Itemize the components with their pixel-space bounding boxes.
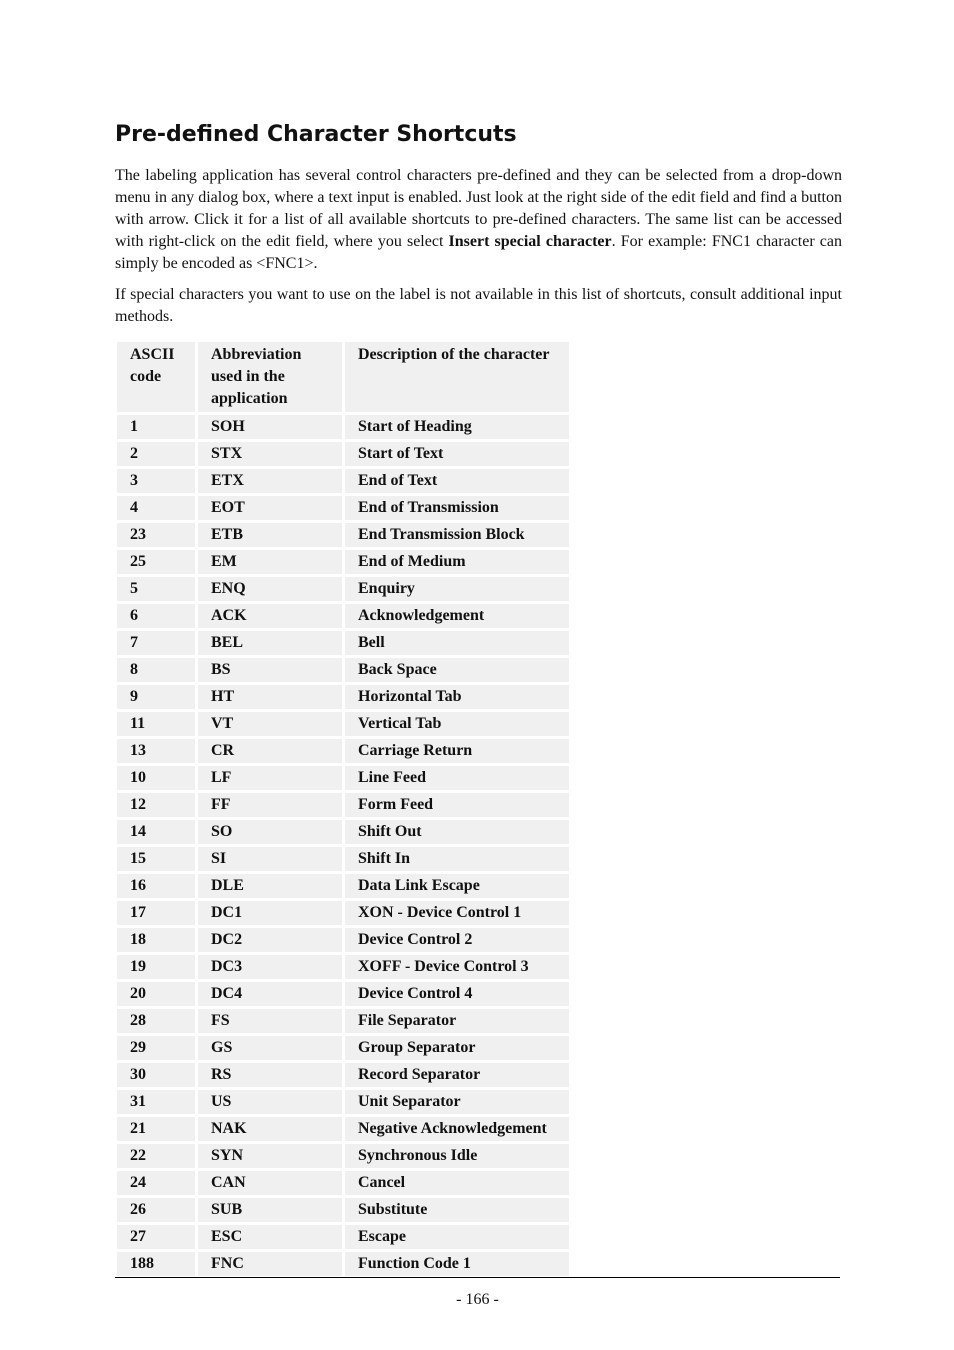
cell-abbreviation: ESC [198,1225,342,1249]
cell-ascii-code: 18 [117,928,195,952]
table-row [117,550,569,574]
cell-ascii-code: 21 [117,1117,195,1141]
cell-ascii-code: 25 [117,550,195,574]
cell-ascii-code: 20 [117,982,195,1006]
cell-ascii-code: 3 [117,469,195,493]
table-row [117,631,569,655]
cell-description: Shift Out [345,820,569,844]
cell-abbreviation: SI [198,847,342,871]
cell-abbreviation: US [198,1090,342,1114]
cell-abbreviation: SO [198,820,342,844]
cell-description: XON - Device Control 1 [345,901,569,925]
cell-abbreviation: DC4 [198,982,342,1006]
cell-description: End of Medium [345,550,569,574]
cell-abbreviation: DC2 [198,928,342,952]
cell-ascii-code: 9 [117,685,195,709]
cell-description: Horizontal Tab [345,685,569,709]
cell-abbreviation: EOT [198,496,342,520]
cell-abbreviation: ETB [198,523,342,547]
cell-abbreviation: LF [198,766,342,790]
table-row [117,604,569,628]
table-row [117,1252,569,1276]
cell-ascii-code: 14 [117,820,195,844]
cell-ascii-code: 6 [117,604,195,628]
cell-abbreviation: HT [198,685,342,709]
cell-ascii-code: 30 [117,1063,195,1087]
cell-ascii-code: 2 [117,442,195,466]
cell-ascii-code: 31 [117,1090,195,1114]
cell-description: End of Text [345,469,569,493]
cell-description: XOFF - Device Control 3 [345,955,569,979]
cell-description: Shift In [345,847,569,871]
cell-description: Enquiry [345,577,569,601]
cell-ascii-code: 5 [117,577,195,601]
cell-ascii-code: 13 [117,739,195,763]
cell-ascii-code: 28 [117,1009,195,1033]
footer-divider [115,1277,840,1278]
header-description: Description of the character [345,342,569,412]
cell-description: End Transmission Block [345,523,569,547]
table-row [117,685,569,709]
page-number: - 166 - [456,1291,499,1308]
intro-text-bold: Insert special character [448,233,612,250]
cell-description: Back Space [345,658,569,682]
table-row [117,1090,569,1114]
cell-ascii-code: 10 [117,766,195,790]
cell-ascii-code: 17 [117,901,195,925]
cell-description: Unit Separator [345,1090,569,1114]
cell-abbreviation: FNC [198,1252,342,1276]
table-row [117,1009,569,1033]
table-header-row [117,342,569,412]
shortcuts-table [114,339,572,1279]
table-row [117,1225,569,1249]
cell-abbreviation: BS [198,658,342,682]
cell-description: End of Transmission [345,496,569,520]
additional-methods-paragraph: If special characters you want to use on the label is not available in this list of shortcuts, consult additional input methods. [115,286,842,325]
cell-ascii-code: 188 [117,1252,195,1276]
cell-abbreviation: DLE [198,874,342,898]
cell-abbreviation: VT [198,712,342,736]
shortcuts-table-body [117,342,569,1276]
table-row [117,793,569,817]
cell-description: Device Control 4 [345,982,569,1006]
cell-abbreviation: ENQ [198,577,342,601]
cell-ascii-code: 24 [117,1171,195,1195]
cell-abbreviation: ETX [198,469,342,493]
cell-ascii-code: 15 [117,847,195,871]
cell-description: Carriage Return [345,739,569,763]
cell-abbreviation: CAN [198,1171,342,1195]
cell-ascii-code: 23 [117,523,195,547]
table-row [117,901,569,925]
table-row [117,577,569,601]
table-row [117,658,569,682]
intro-paragraph [115,165,842,275]
cell-abbreviation: NAK [198,1117,342,1141]
cell-description: Group Separator [345,1036,569,1060]
table-row [117,1063,569,1087]
table-row [117,847,569,871]
cell-abbreviation: RS [198,1063,342,1087]
cell-abbreviation: CR [198,739,342,763]
cell-ascii-code: 7 [117,631,195,655]
cell-ascii-code: 19 [117,955,195,979]
cell-description: Function Code 1 [345,1252,569,1276]
cell-abbreviation: FS [198,1009,342,1033]
table-row [117,496,569,520]
table-row [117,523,569,547]
table-row [117,1198,569,1222]
table-row [117,955,569,979]
cell-description: Cancel [345,1171,569,1195]
cell-description: Substitute [345,1198,569,1222]
table-row [117,1117,569,1141]
table-row [117,442,569,466]
cell-ascii-code: 12 [117,793,195,817]
cell-description: Record Separator [345,1063,569,1087]
header-ascii-code: ASCII code [117,342,195,412]
intro-text-1: The labeling application has several control characters pre-defined and they can be selected from a drop-down menu in any dialog box, where a text input is enabled. Just look at the right side of the edit field and find a button with arrow. Click it for a list of all available shortcuts to pre-defined characters. The same list can be accessed with right-click on the edit field, where you select [115,167,842,250]
cell-description: Start of Heading [345,415,569,439]
header-abbreviation: Abbreviation used in the application [198,342,342,412]
cell-ascii-code: 26 [117,1198,195,1222]
cell-description: File Separator [345,1009,569,1033]
table-row [117,766,569,790]
cell-ascii-code: 4 [117,496,195,520]
cell-ascii-code: 1 [117,415,195,439]
intro-text-2: . For example: FNC1 character can simply be encoded as <FNC1>. [115,233,843,272]
cell-abbreviation: ACK [198,604,342,628]
table-row [117,1171,569,1195]
table-row [117,928,569,952]
table-row [117,415,569,439]
cell-description: Negative Acknowledgement [345,1117,569,1141]
table-row [117,739,569,763]
cell-description: Acknowledgement [345,604,569,628]
page-title: Pre-defined Character Shortcuts [115,122,517,147]
cell-description: Device Control 2 [345,928,569,952]
cell-abbreviation: GS [198,1036,342,1060]
cell-ascii-code: 27 [117,1225,195,1249]
cell-abbreviation: STX [198,442,342,466]
cell-ascii-code: 11 [117,712,195,736]
cell-description: Data Link Escape [345,874,569,898]
cell-abbreviation: DC1 [198,901,342,925]
table-row [117,1144,569,1168]
cell-ascii-code: 16 [117,874,195,898]
cell-abbreviation: SYN [198,1144,342,1168]
table-row [117,469,569,493]
cell-ascii-code: 8 [117,658,195,682]
table-row [117,982,569,1006]
cell-abbreviation: BEL [198,631,342,655]
cell-description: Start of Text [345,442,569,466]
cell-description: Line Feed [345,766,569,790]
table-row [117,1036,569,1060]
cell-ascii-code: 22 [117,1144,195,1168]
cell-abbreviation: SUB [198,1198,342,1222]
cell-abbreviation: EM [198,550,342,574]
cell-description: Escape [345,1225,569,1249]
cell-ascii-code: 29 [117,1036,195,1060]
cell-abbreviation: SOH [198,415,342,439]
table-row [117,712,569,736]
cell-description: Synchronous Idle [345,1144,569,1168]
cell-description: Vertical Tab [345,712,569,736]
table-row [117,874,569,898]
cell-description: Bell [345,631,569,655]
cell-abbreviation: DC3 [198,955,342,979]
table-row [117,820,569,844]
cell-abbreviation: FF [198,793,342,817]
cell-description: Form Feed [345,793,569,817]
